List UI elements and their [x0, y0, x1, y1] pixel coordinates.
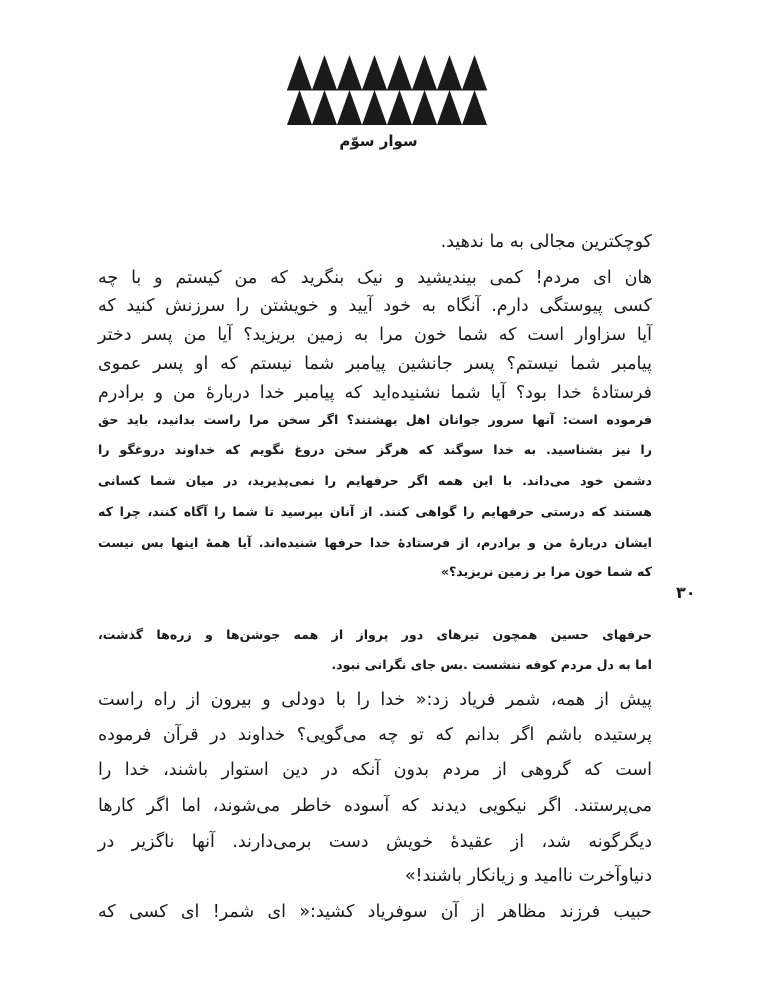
- text-line: هان ای مردم! کمی بیندیشید و نیک بنگرید که من کیستم و با چه: [98, 268, 652, 288]
- text-line: دنیاوآخرت ناامید و زیانکار باشند!»: [404, 866, 652, 886]
- text-line: هستند که درستی حرفهایم را گواهی کنند. از آنان بپرسید تا شما را آگاه کنند، چرا که: [98, 504, 652, 519]
- ornament-triangle: [437, 90, 462, 125]
- ornament-triangle: [462, 55, 487, 90]
- text-line: پرستیده باشم اگر بدانم که تو چه می‌گویی؟ خداوند در قرآن فرموده: [98, 725, 652, 745]
- text-line: فرستادهٔ خدا بود؟ آیا شما نشنیده‌اید که پیامبر خدا دربارهٔ من و برادرم: [98, 383, 652, 403]
- triangle-ornament: [287, 55, 487, 125]
- ornament-triangle: [337, 55, 362, 90]
- text-line: کوچکترین مجالی به ما ندهید.: [440, 232, 652, 252]
- ornament-triangle: [462, 90, 487, 125]
- ornament-triangle: [387, 90, 412, 125]
- page-number: ۳۰: [676, 583, 696, 602]
- text-line: پیامبر شما نیستم؟ پسر جانشین پیامبر شما نیستم که او پسر عموی: [98, 354, 652, 374]
- ornament-triangle: [412, 55, 437, 90]
- text-line: است که گروهی از مردم بدون آنکه در دین استوار باشند، خدا را: [98, 760, 652, 780]
- text-line: را نیز بشناسید. به خدا سوگند که هرگز سخن دروغ نگویم که خداوند دروغگو را: [98, 442, 652, 457]
- ornament-triangle: [362, 55, 387, 90]
- ornament-triangle: [337, 90, 362, 125]
- ornament-triangle: [287, 90, 312, 125]
- text-line: فرموده است: آنها سرور جوانان اهل بهشتند؟ اگر سخن مرا راست بدانید، باید حق: [98, 412, 652, 427]
- text-line: آیا سزاوار است که شما خون مرا به زمین بریزید؟ آیا من پسر دختر: [98, 325, 652, 345]
- text-line: اما به دل مردم کوفه ننشست .بس جای نگرانی نبود.: [331, 657, 652, 672]
- text-line: حرفهای حسین همچون تیرهای دور پرواز از همه جوشن‌ها و زره‌ها گذشت،: [98, 627, 652, 642]
- ornament-triangle: [287, 55, 312, 90]
- ornament-triangle: [362, 90, 387, 125]
- text-line: پیش از همه، شمر فریاد زد:« خدا را با دودلی و بیرون از راه راست: [98, 690, 652, 710]
- ornament-triangle: [312, 90, 337, 125]
- text-line: دیگرگونه شد، از عقیدهٔ خویش دست برمی‌دارند. آنها ناگزیر در: [98, 832, 652, 852]
- ornament-triangle: [312, 55, 337, 90]
- text-line: می‌پرستند. اگر نیکویی دیدند که آسوده خاطر می‌شوند، اما اگر کارها: [98, 796, 652, 816]
- text-line: که شما خون مرا بر زمین نریزید؟»: [440, 564, 652, 579]
- text-line: دشمن خود می‌داند. با این همه اگر حرفهایم را نمی‌پذیرید، در میان شما کسانی: [98, 473, 652, 488]
- text-line: ایشان دربارهٔ من و برادرم، از فرستادهٔ خدا حرفها شنیده‌اند. آیا همهٔ اینها بس نیست: [98, 535, 652, 550]
- ornament-triangle: [437, 55, 462, 90]
- text-line: کسی پیوستگی دارم. آنگاه به خود آیید و خویشتن را سرزنش کنید که: [98, 296, 652, 316]
- text-line: حبیب فرزند مظاهر از آن سوفریاد کشید:« ای شمر! ای کسی که: [98, 902, 652, 922]
- ornament-triangle: [412, 90, 437, 125]
- ornament-triangle: [387, 55, 412, 90]
- chapter-title: سوار سوّم: [339, 132, 418, 150]
